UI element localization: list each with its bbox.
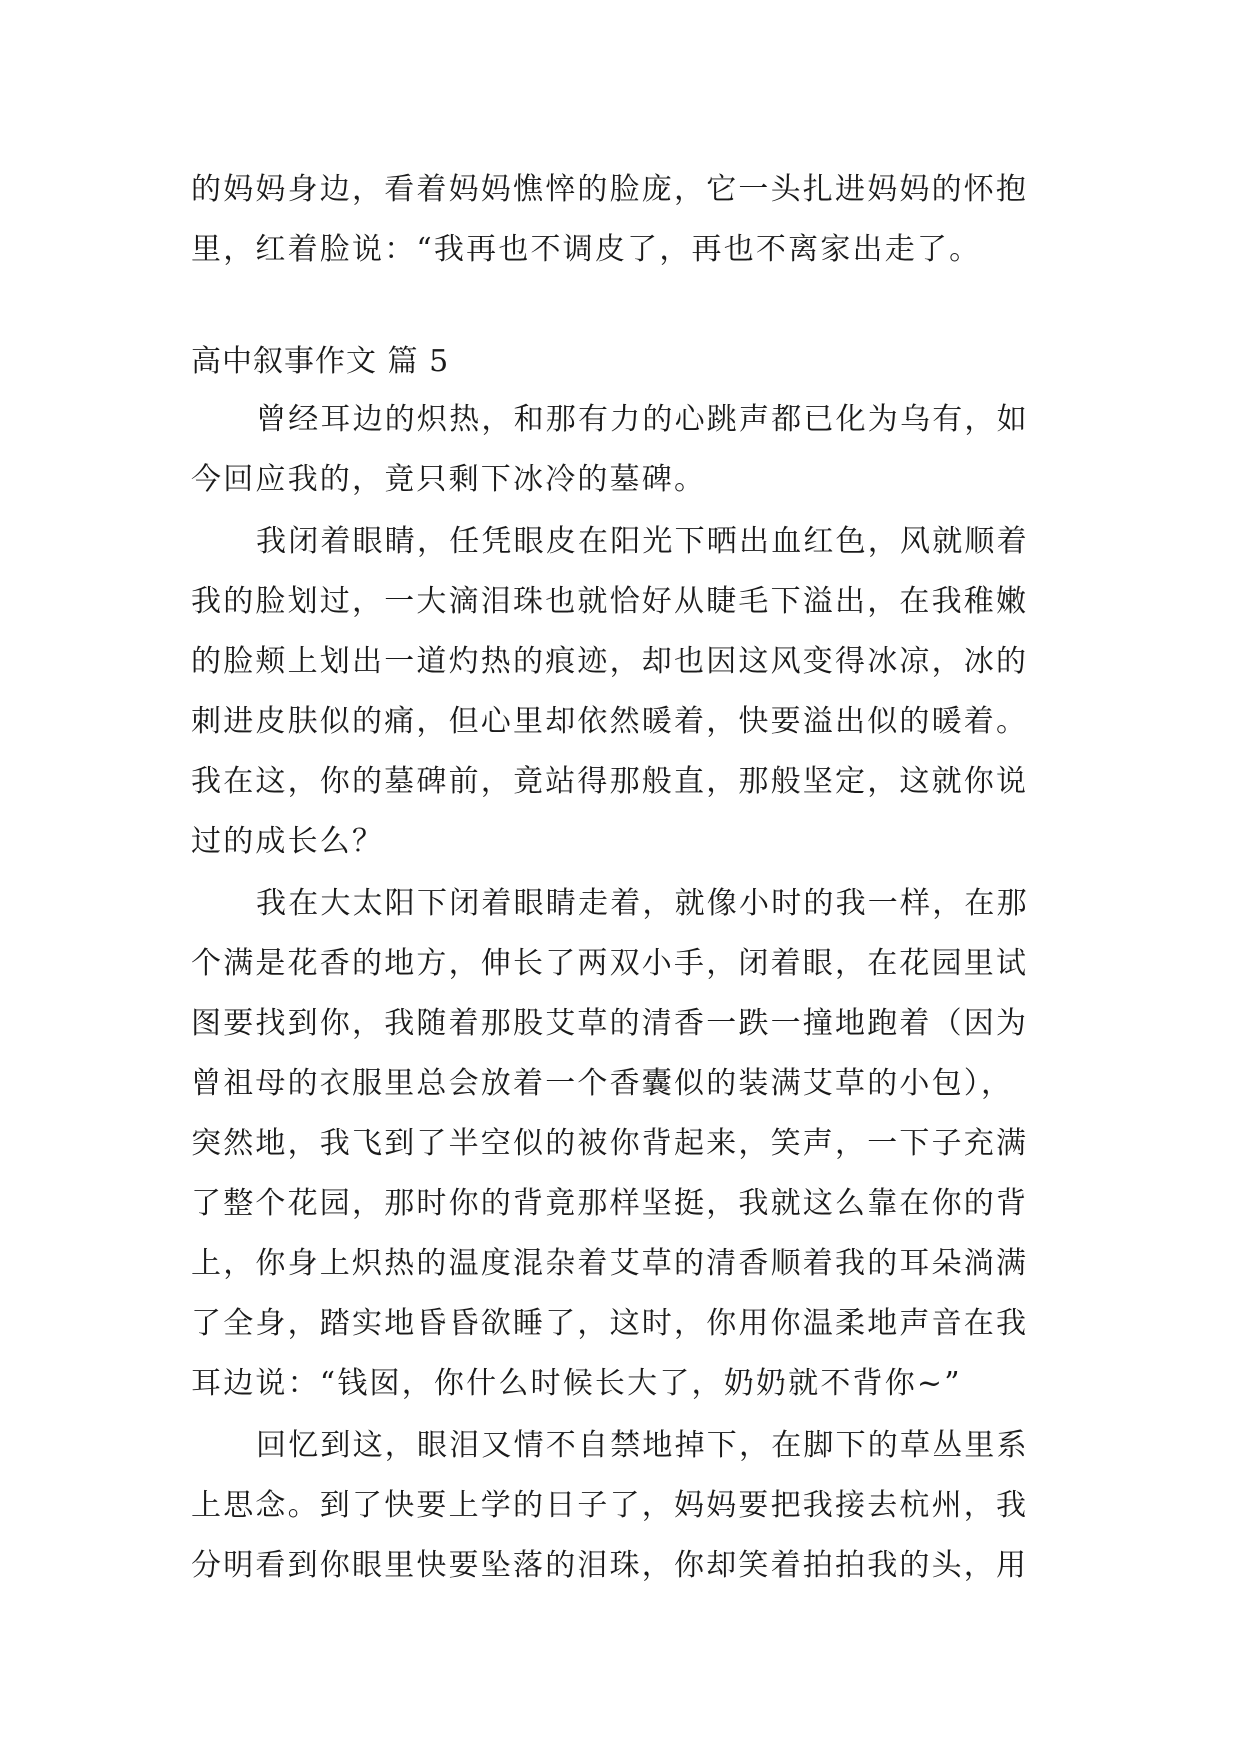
intro-line-1: 的妈妈身边，看着妈妈憔悴的脸庞，它一头扎进妈妈的怀抱 (191, 172, 1029, 207)
intro-line-2: 里，红着脸说：“我再也不调皮了，再也不离家出走了。 (191, 232, 982, 267)
paragraph-4-line-1: 回忆到这，眼泪又情不自禁地掉下，在脚下的草丛里系 (256, 1428, 1029, 1463)
paragraph-3-line-9: 耳边说：“钱囡，你什么时候长大了，奶奶就不背你~” (191, 1366, 962, 1401)
paragraph-3-line-3: 图要找到你，我随着那股艾草的清香一跌一撞地跑着（因为 (191, 1006, 1029, 1041)
paragraph-2-line-4: 刺进皮肤似的痛，但心里却依然暖着，快要溢出似的暖着。 (191, 704, 1029, 739)
paragraph-3-line-5: 突然地，我飞到了半空似的被你背起来，笑声，一下子充满 (191, 1126, 1029, 1161)
paragraph-2-line-6: 过的成长么？ (191, 824, 385, 859)
paragraph-1-line-1: 曾经耳边的炽热，和那有力的心跳声都已化为乌有，如 (256, 402, 1029, 437)
paragraph-3-line-4: 曾祖母的衣服里总会放着一个香囊似的装满艾草的小包）， (191, 1066, 1014, 1101)
paragraph-2-line-2: 我的脸划过，一大滴泪珠也就恰好从睫毛下溢出，在我稚嫩 (191, 584, 1029, 619)
paragraph-3-line-1: 我在大太阳下闭着眼睛走着，就像小时的我一样，在那 (256, 886, 1029, 921)
paragraph-3-line-6: 了整个花园，那时你的背竟那样坚挺，我就这么靠在你的背 (191, 1186, 1029, 1221)
paragraph-3-line-8: 了全身，踏实地昏昏欲睡了，这时，你用你温柔地声音在我 (191, 1306, 1029, 1341)
paragraph-4-line-3: 分明看到你眼里快要坠落的泪珠，你却笑着拍拍我的头，用 (191, 1548, 1029, 1583)
paragraph-2-line-3: 的脸颊上划出一道灼热的痕迹，却也因这风变得冰凉，冰的 (191, 644, 1029, 679)
paragraph-4-line-2: 上思念。到了快要上学的日子了，妈妈要把我接去杭州，我 (191, 1488, 1029, 1523)
paragraph-1-line-2: 今回应我的，竟只剩下冰冷的墓碑。 (191, 462, 707, 497)
paragraph-2-line-5: 我在这，你的墓碑前，竟站得那般直，那般坚定，这就你说 (191, 764, 1029, 799)
section-heading: 高中叙事作文 篇 5 (191, 344, 450, 379)
paragraph-3-line-2: 个满是花香的地方，伸长了两双小手，闭着眼，在花园里试 (191, 946, 1029, 981)
paragraph-2-line-1: 我闭着眼睛，任凭眼皮在阳光下晒出血红色，风就顺着 (256, 524, 1029, 559)
paragraph-3-line-7: 上，你身上炽热的温度混杂着艾草的清香顺着我的耳朵淌满 (191, 1246, 1029, 1281)
